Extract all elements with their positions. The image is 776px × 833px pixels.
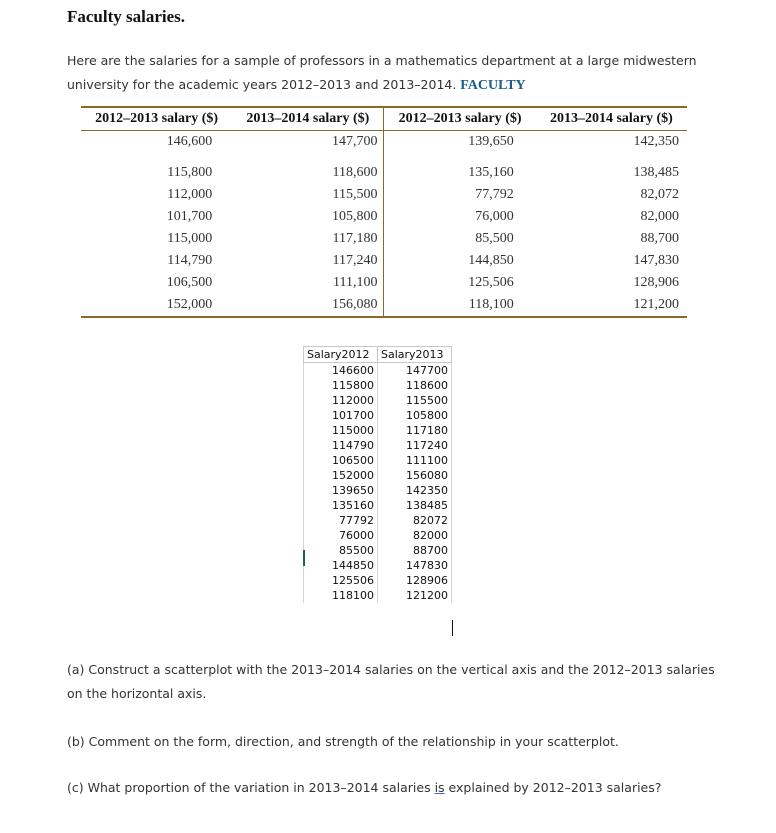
table-cell: 115,000 bbox=[167, 231, 213, 246]
header-2013-left: 2013–2014 salary ($) bbox=[232, 107, 384, 131]
spreadsheet-row bbox=[304, 558, 452, 573]
spreadsheet-data bbox=[303, 346, 452, 603]
question-a: (a) Construct a scatterplot with the 2013–2014 salaries on the vertical axis and the 2012–2013 salaries on the horizontal axis. bbox=[67, 662, 715, 701]
table-cell: 88,700 bbox=[640, 231, 679, 246]
table-cell: 111,100 bbox=[232, 272, 384, 294]
spreadsheet-row bbox=[304, 438, 452, 453]
table-row bbox=[81, 206, 687, 228]
spreadsheet-cell[interactable]: 147700 bbox=[378, 363, 452, 379]
table-cell: 101,700 bbox=[166, 209, 213, 224]
spreadsheet-cell[interactable]: 115500 bbox=[378, 393, 452, 408]
question-b: (b) Comment on the form, direction, and strength of the relationship in your scatterplot. bbox=[67, 734, 619, 749]
table-cell: 76,000 bbox=[475, 209, 514, 224]
header-2012-right: 2012–2013 salary ($) bbox=[384, 107, 536, 131]
spreadsheet-row bbox=[304, 483, 452, 498]
table-spacer bbox=[81, 153, 687, 162]
spreadsheet-row bbox=[304, 393, 452, 408]
table-cell: 117,180 bbox=[232, 228, 384, 250]
spreadsheet-cell[interactable]: 139650 bbox=[304, 483, 378, 498]
table-cell: 135,160 bbox=[468, 165, 514, 180]
spreadsheet-row bbox=[304, 363, 452, 379]
spreadsheet-row bbox=[304, 528, 452, 543]
spreadsheet-header bbox=[304, 347, 452, 363]
spreadsheet-cell[interactable]: 121200 bbox=[378, 588, 452, 603]
spreadsheet-row bbox=[304, 588, 452, 603]
spreadsheet-cell[interactable]: 77792 bbox=[304, 513, 378, 528]
table-cell: 152,000 bbox=[166, 297, 213, 312]
table-cell: 128,906 bbox=[633, 275, 679, 290]
spreadsheet-row bbox=[304, 513, 452, 528]
spreadsheet-row bbox=[304, 453, 452, 468]
table-cell: 114,790 bbox=[167, 253, 213, 268]
table-row bbox=[81, 228, 687, 250]
spreadsheet-cell[interactable]: 156080 bbox=[378, 468, 452, 483]
table-cell: 125,506 bbox=[468, 275, 514, 290]
header-2012-left: 2012–2013 salary ($) bbox=[81, 107, 232, 131]
table-cell: 144,850 bbox=[468, 253, 514, 268]
spreadsheet-cell[interactable]: 147830 bbox=[378, 558, 452, 573]
text-caret bbox=[452, 620, 453, 636]
spreadsheet-cell[interactable]: 115000 bbox=[304, 423, 378, 438]
column-header-salary2013[interactable]: Salary2013 bbox=[378, 347, 452, 363]
table-row bbox=[81, 162, 687, 184]
table-cell: 82,072 bbox=[640, 187, 679, 202]
spreadsheet-row bbox=[304, 378, 452, 393]
spreadsheet-cell[interactable]: 118600 bbox=[378, 378, 452, 393]
table-cell: 147,830 bbox=[633, 253, 679, 268]
table-cell: 115,800 bbox=[167, 165, 213, 180]
table-cell: 147,700 bbox=[232, 131, 384, 154]
table-row bbox=[81, 272, 687, 294]
table-cell: 106,500 bbox=[166, 275, 213, 290]
spreadsheet-cell[interactable]: 101700 bbox=[304, 408, 378, 423]
spreadsheet-row bbox=[304, 543, 452, 558]
table-cell: 105,800 bbox=[232, 206, 384, 228]
spreadsheet-row bbox=[304, 573, 452, 588]
spreadsheet-cell[interactable]: 114790 bbox=[304, 438, 378, 453]
spreadsheet-row bbox=[304, 498, 452, 513]
spreadsheet-cell[interactable]: 82000 bbox=[378, 528, 452, 543]
spreadsheet-cell[interactable]: 128906 bbox=[378, 573, 452, 588]
spreadsheet-cell[interactable]: 142350 bbox=[378, 483, 452, 498]
spreadsheet-cell[interactable]: 82072 bbox=[378, 513, 452, 528]
spreadsheet-cell[interactable]: 88700 bbox=[378, 543, 452, 558]
spreadsheet-cell[interactable]: 135160 bbox=[304, 498, 378, 513]
spreadsheet-row bbox=[304, 408, 452, 423]
spreadsheet-cell[interactable]: 118100 bbox=[304, 588, 378, 603]
table-cell: 138,485 bbox=[633, 165, 679, 180]
table-cell: 85,500 bbox=[475, 231, 514, 246]
salary-table bbox=[81, 106, 687, 318]
table-row bbox=[81, 131, 687, 154]
intro-paragraph bbox=[67, 49, 707, 98]
table-cell: 115,500 bbox=[232, 184, 384, 206]
column-header-salary2012[interactable]: Salary2012 bbox=[304, 347, 378, 363]
spreadsheet-cell[interactable]: 152000 bbox=[304, 468, 378, 483]
table-cell: 146,600 bbox=[166, 134, 213, 149]
spreadsheet-cell[interactable]: 144850 bbox=[304, 558, 378, 573]
spreadsheet-row bbox=[304, 423, 452, 438]
spreadsheet-cell[interactable]: 112000 bbox=[304, 393, 378, 408]
spreadsheet-cell[interactable]: 117180 bbox=[378, 423, 452, 438]
header-2013-right: 2013–2014 salary ($) bbox=[536, 107, 687, 131]
table-cell: 77,792 bbox=[475, 187, 514, 202]
spreadsheet-cell[interactable]: 106500 bbox=[304, 453, 378, 468]
table-cell: 139,650 bbox=[468, 134, 514, 149]
spreadsheet-cell[interactable]: 146600 bbox=[304, 363, 378, 379]
table-cell: 142,350 bbox=[633, 134, 679, 149]
faculty-link[interactable]: FACULTY bbox=[460, 78, 526, 93]
spreadsheet-cell[interactable]: 111100 bbox=[378, 453, 452, 468]
question-c-text-start: (c) What proportion of the variation in 2013–2014 salaries bbox=[67, 780, 435, 795]
question-c-underlined-word: is bbox=[434, 780, 445, 795]
spreadsheet-cell[interactable]: 76000 bbox=[304, 528, 378, 543]
salary-table-header bbox=[81, 107, 687, 131]
table-cell: 118,600 bbox=[232, 162, 384, 184]
intro-text: Here are the salaries for a sample of professors in a mathematics department at a large midwestern university for the academic years 2012–2013 and 2013–2014. bbox=[67, 53, 697, 92]
active-cell-marker bbox=[303, 550, 305, 566]
spreadsheet-row bbox=[304, 468, 452, 483]
spreadsheet-cell[interactable]: 105800 bbox=[378, 408, 452, 423]
table-row bbox=[81, 250, 687, 272]
page-title: Faculty salaries. bbox=[67, 7, 186, 26]
table-row bbox=[81, 294, 687, 317]
table-cell: 82,000 bbox=[640, 209, 679, 224]
table-cell: 112,000 bbox=[167, 187, 213, 202]
table-cell: 156,080 bbox=[232, 294, 384, 317]
table-cell: 121,200 bbox=[633, 297, 679, 312]
spreadsheet-cell[interactable]: 125506 bbox=[304, 573, 378, 588]
spreadsheet-cell[interactable]: 138485 bbox=[378, 498, 452, 513]
question-c bbox=[67, 776, 727, 800]
question-c-text-end: explained by 2012–2013 salaries? bbox=[444, 780, 662, 795]
spreadsheet-cell[interactable]: 117240 bbox=[378, 438, 452, 453]
table-cell: 118,100 bbox=[468, 297, 514, 312]
spreadsheet-cell[interactable]: 85500 bbox=[304, 543, 378, 558]
table-row bbox=[81, 184, 687, 206]
spreadsheet-cell[interactable]: 115800 bbox=[304, 378, 378, 393]
table-cell: 117,240 bbox=[232, 250, 384, 272]
